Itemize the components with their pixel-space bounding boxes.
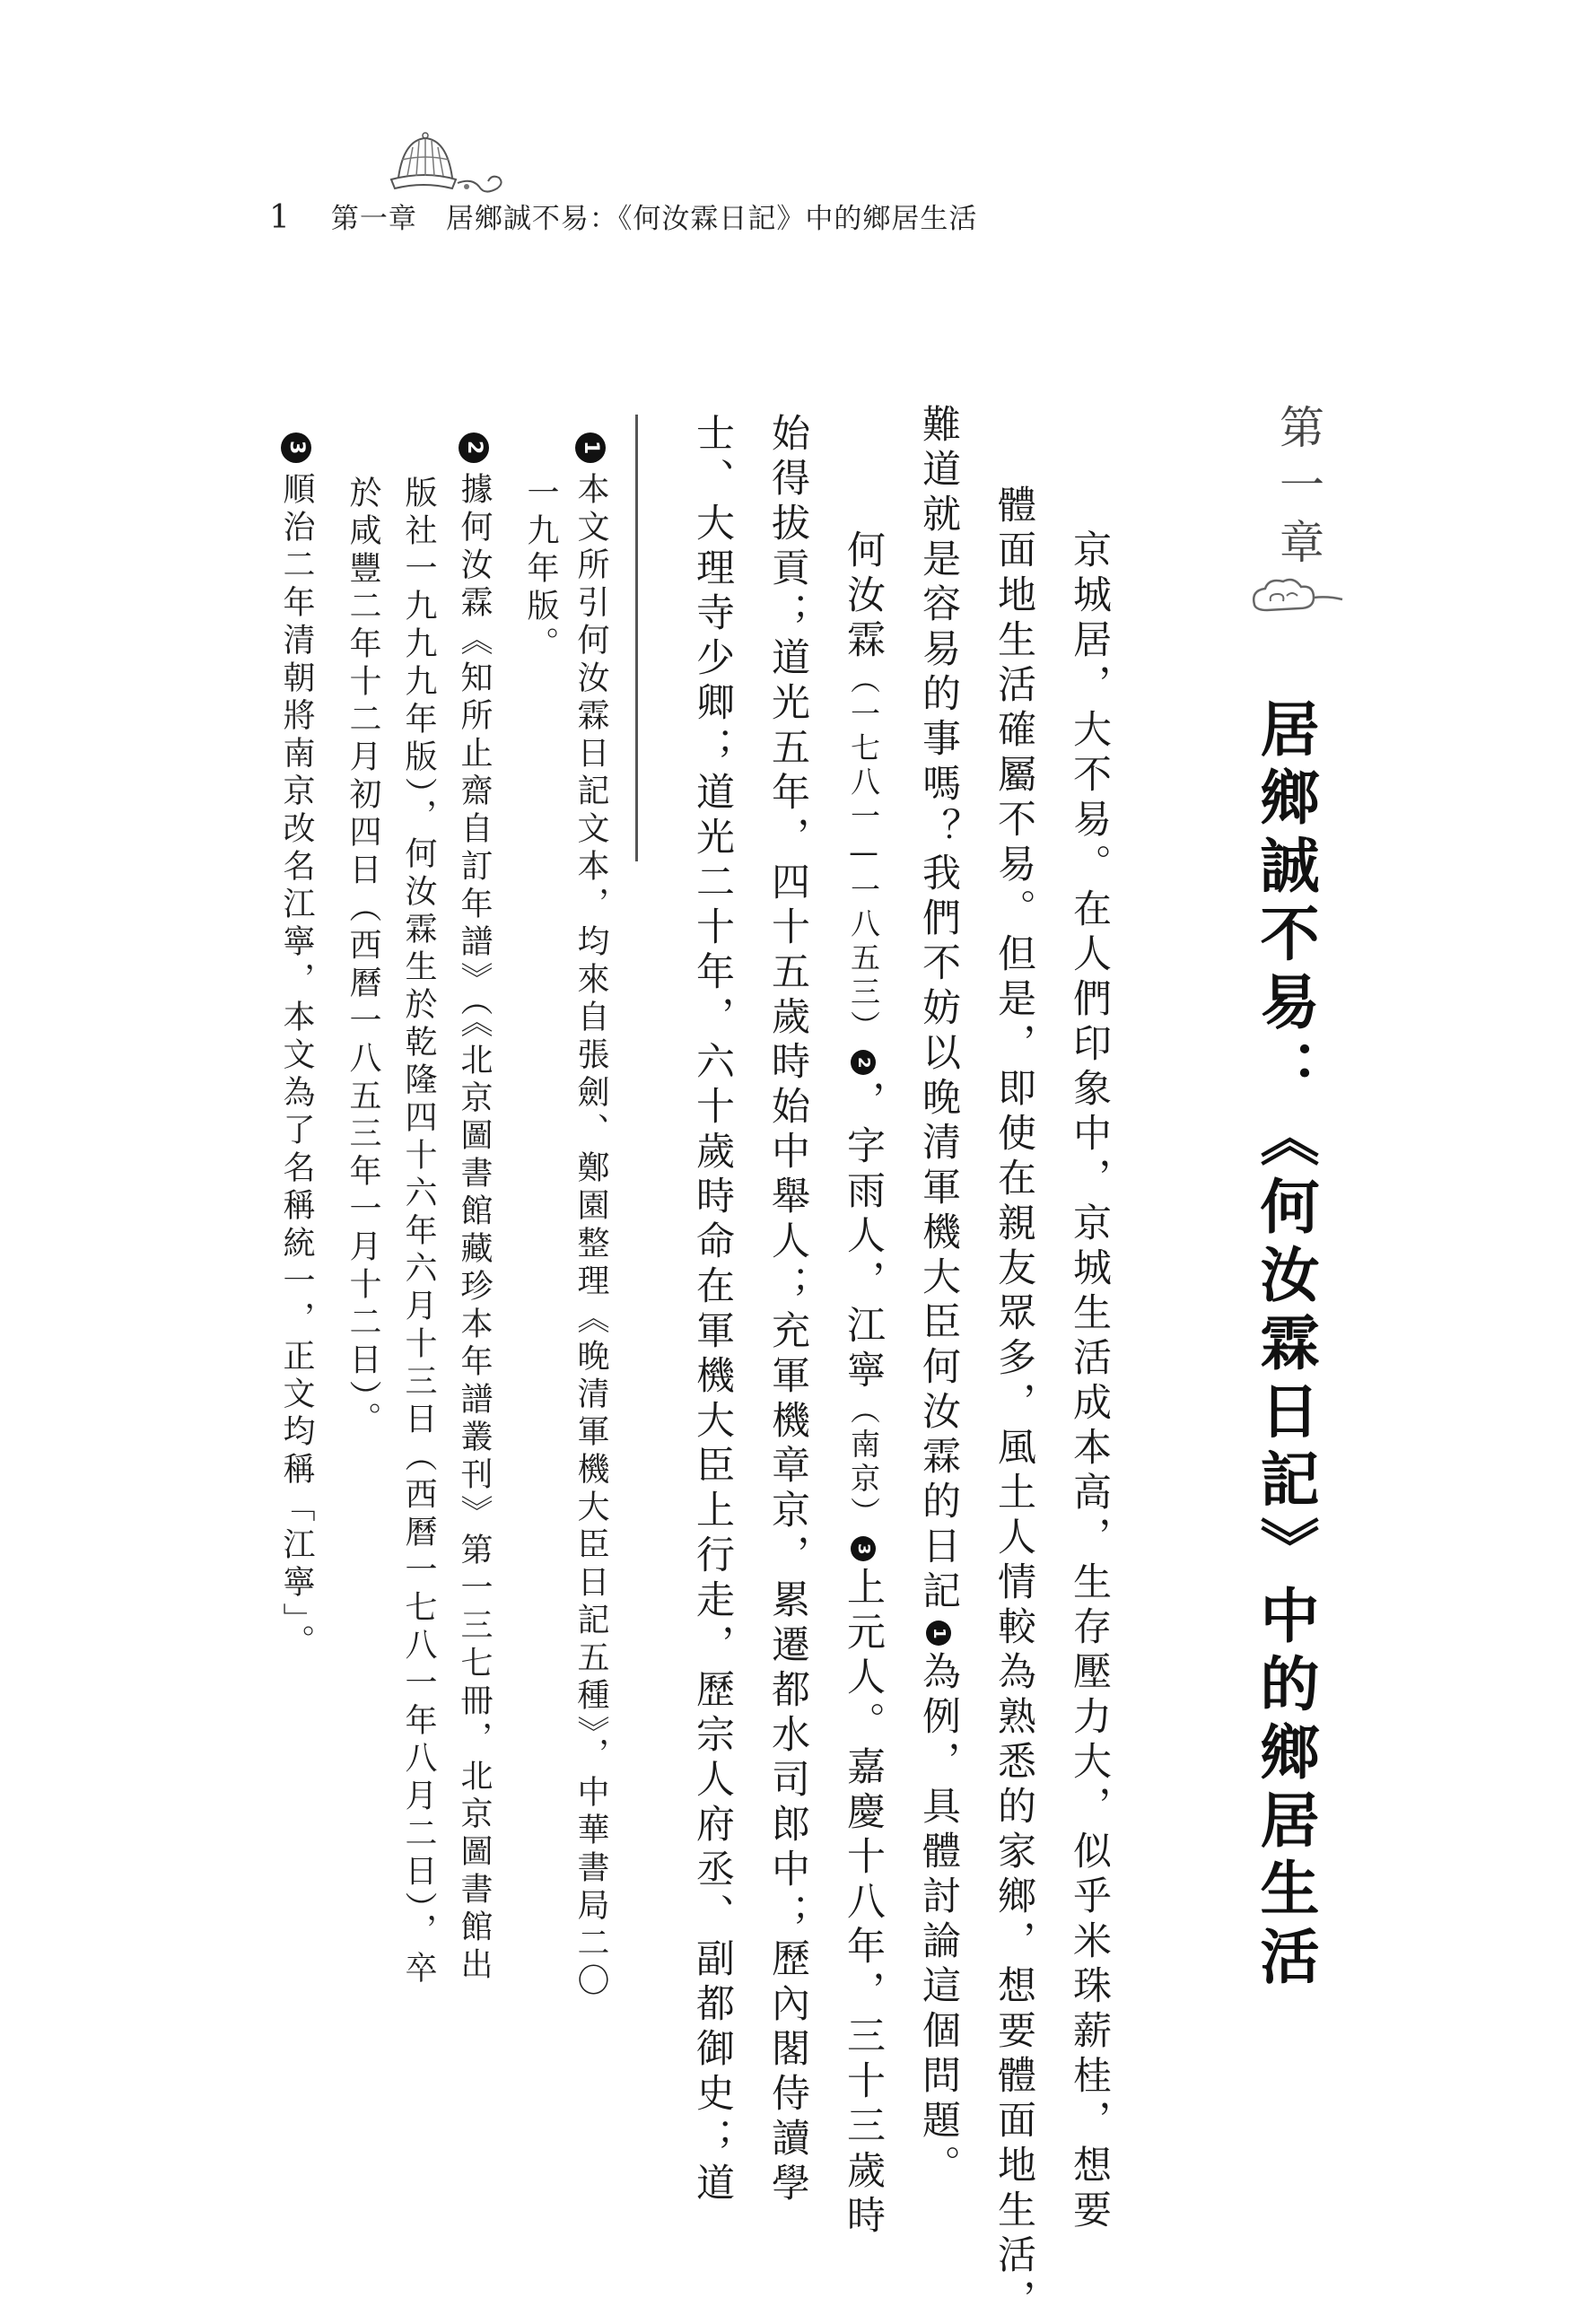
body-text: 何汝霖 (841, 485, 886, 664)
page-number: 1 (269, 199, 290, 236)
footnote-marker-3[interactable]: 3 (851, 1536, 876, 1561)
footnote-2 (456, 432, 493, 1985)
body-line: 始得拔貢；道光五年，四十五歲時始中舉人；充軍機章京，累遷都水司郎中；歷內閣侍讀學 (765, 413, 810, 2207)
body-line (841, 485, 886, 2240)
footnote-marker-1[interactable]: 1 (926, 1621, 951, 1646)
body-text: ，字雨人，江寧 (841, 1080, 886, 1394)
chapter-label: 第一章 (1272, 404, 1324, 576)
body-line: 士、大理寺少卿；道光二十年，六十歲時命在軍機大臣上行走，歷宗人府丞、副都御史；道 (690, 413, 735, 2207)
cloud-ornament-icon (1249, 574, 1348, 619)
footnote-divider (635, 415, 638, 861)
body-line: 京城居，大不易。在人們印象中，京城生活成本高，生存壓力大，似乎米珠薪桂，想要 (1067, 485, 1112, 2234)
body-line (916, 404, 961, 2189)
footnote-marker-2[interactable]: 2 (851, 1050, 876, 1075)
life-dates: （一七八一—一八五三） (846, 664, 881, 1044)
footnote-line: 版社一九九九年版），何汝霖生於乾隆四十六年六月十三日（西曆一七八一年八月二日），卒 (400, 476, 437, 1988)
footnote-number-2: 2 (459, 432, 489, 463)
running-title: 第一章 居鄉誠不易：《何汝霖日記》中的鄉居生活 (330, 203, 978, 235)
chapter-title: 居鄉誠不易：《何汝霖日記》中的鄉居生活 (1250, 698, 1319, 1994)
footnote-1 (574, 432, 607, 2001)
footnote-number-3: 3 (281, 432, 311, 463)
body-text: 難道就是容易的事嗎？我們不妨以晚清軍機大臣何汝霖的日記 (916, 404, 961, 1615)
running-header (269, 196, 977, 240)
footnote-number-1: 1 (575, 432, 606, 463)
place-note: （南京） (846, 1394, 881, 1531)
footnote-line: 於咸豐二年十二月初四日（西曆一八五三年一月十二日）。 (345, 476, 381, 1439)
body-text: 上元人。嘉慶十八年，三十三歲時 (841, 1567, 886, 2240)
footnote-line: 一九年版。 (522, 476, 559, 664)
footnote-text: 本文所引何汝霖日記文本，均來自張劍、鄭園整理《晚清軍機大臣日記五種》，中華書局二〇 (572, 472, 609, 2001)
body-text: 為例，具體討論這個問題。 (916, 1651, 961, 2189)
birdcage-ornament-icon (386, 131, 511, 196)
body-line: 體面地生活確屬不易。但是，即使在親友眾多，風土人情較為熟悉的家鄉，想要體面地生活， (992, 485, 1036, 2324)
footnote-text: 順治二年清朝將南京改名江寧，本文為了名稱統一，正文均稱「江寧」。 (278, 472, 315, 1662)
footnote-3 (278, 432, 315, 1662)
footnote-text: 據何汝霖《知所止齋自訂年譜》（《北京圖書館藏珍本年譜叢刊》第一三七冊，北京圖書館出 (456, 472, 493, 1985)
